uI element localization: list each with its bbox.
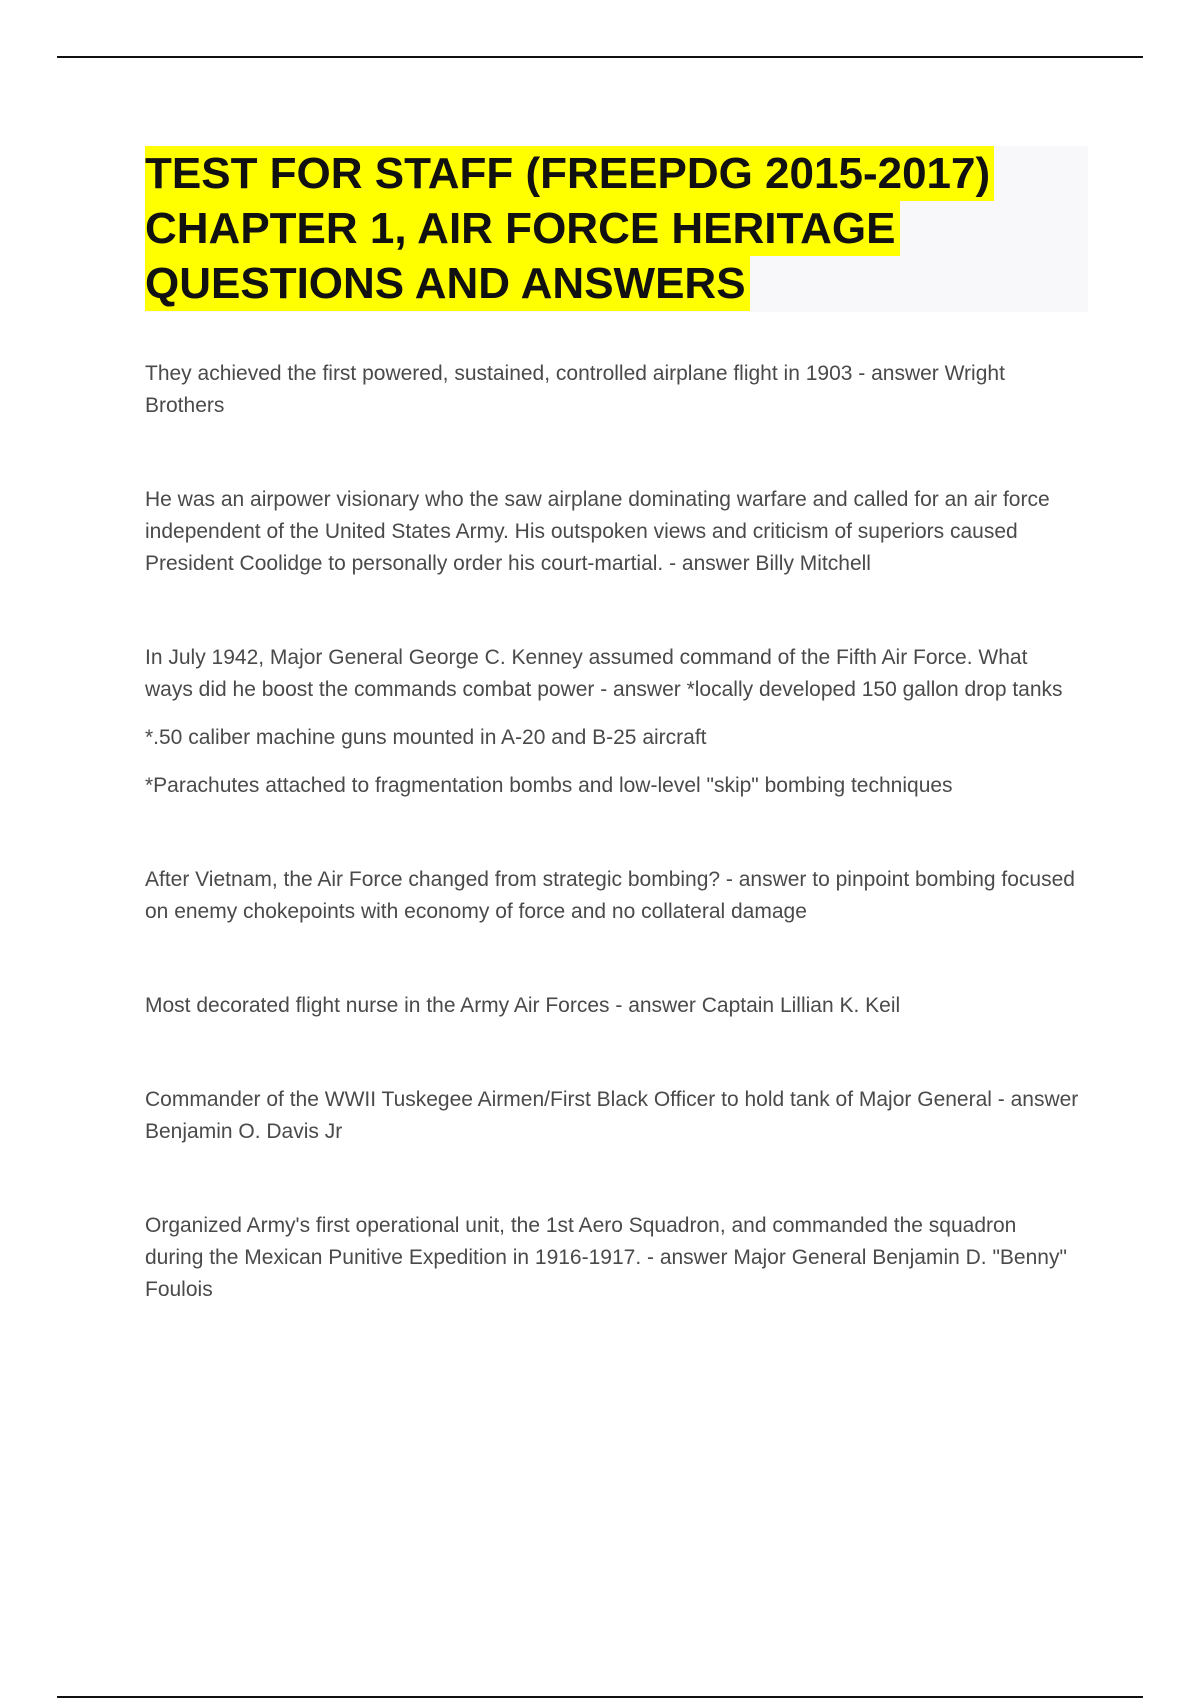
qa-text: He was an airpower visionary who the saw airplane dominating warfare and called for an air force independent of the United States Army. His outspoken views and criticism of superiors caused President Coolidge to personally order his court-martial. - answer Billy Mitchell bbox=[145, 488, 1050, 575]
qa-item-foulois bbox=[145, 1210, 1080, 1306]
qa-text: In July 1942, Major General George C. Kenney assumed command of the Fifth Air Force. What ways did he boost the commands combat power - answer *locally developed 150 gallon drop tanks bbox=[145, 646, 1063, 701]
document-title bbox=[145, 146, 1088, 311]
qa-item-kenney bbox=[145, 642, 1080, 802]
qa-text: Organized Army's first operational unit, the 1st Aero Squadron, and commanded the squadron during the Mexican Punitive Expedition in 1916-1917. - answer Major General Benjamin D. "Benny" Foulois bbox=[145, 1214, 1067, 1301]
title-line-3: QUESTIONS AND ANSWERS bbox=[145, 256, 750, 311]
qa-text: Most decorated flight nurse in the Army Air Forces - answer Captain Lillian K. Keil bbox=[145, 994, 901, 1017]
title-line-1: TEST FOR STAFF (FREEPDG 2015-2017) bbox=[145, 146, 994, 201]
qa-item-billy-mitchell bbox=[145, 484, 1080, 580]
qa-item-wright-brothers bbox=[145, 358, 1080, 422]
qa-text: Commander of the WWII Tuskegee Airmen/First Black Officer to hold tank of Major General - answer Benjamin O. Davis Jr bbox=[145, 1088, 1079, 1143]
qa-item-tuskegee bbox=[145, 1084, 1080, 1148]
qa-extra-line: *.50 caliber machine guns mounted in A-20 and B-25 aircraft bbox=[145, 726, 707, 749]
qa-list bbox=[145, 358, 1080, 1306]
qa-item-vietnam bbox=[145, 864, 1080, 928]
bottom-rule bbox=[57, 1696, 1143, 1698]
qa-item-flight-nurse bbox=[145, 990, 1080, 1022]
top-rule bbox=[57, 56, 1143, 58]
qa-extra-line: *Parachutes attached to fragmentation bombs and low-level "skip" bombing techniques bbox=[145, 774, 953, 797]
qa-text: After Vietnam, the Air Force changed from strategic bombing? - answer to pinpoint bombing focused on enemy chokepoints with economy of force and no collateral damage bbox=[145, 868, 1075, 923]
qa-text: They achieved the first powered, sustained, controlled airplane flight in 1903 - answer Wright Brothers bbox=[145, 362, 1005, 417]
title-block bbox=[145, 146, 1088, 312]
title-line-2: CHAPTER 1, AIR FORCE HERITAGE bbox=[145, 201, 900, 256]
